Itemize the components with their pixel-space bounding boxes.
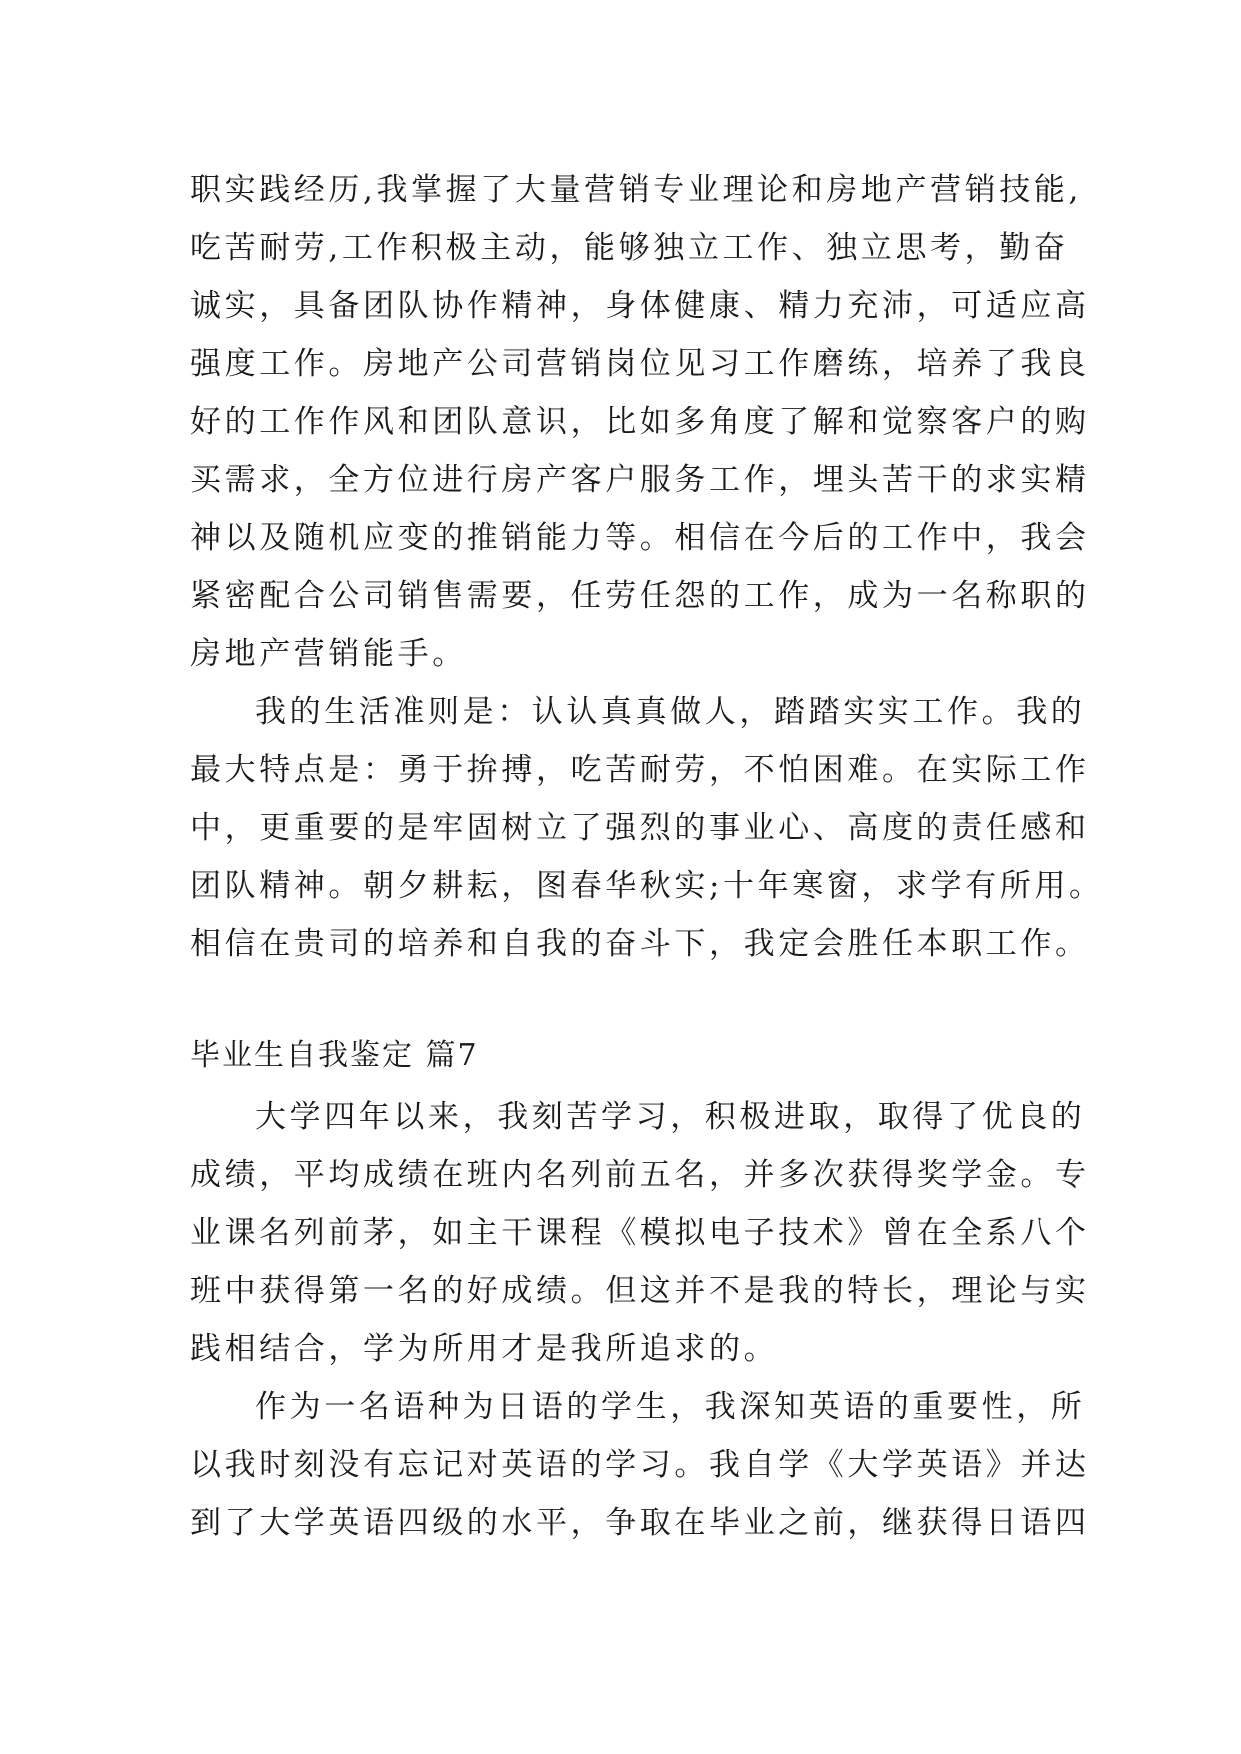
text-line: 以我时刻没有忘记对英语的学习。我自学《大学英语》并达 (190, 1447, 1090, 1483)
text-line: 好的工作作风和团队意识，比如多角度了解和觉察客户的购 (190, 404, 1090, 440)
text-line: 强度工作。房地产公司营销岗位见习工作磨练，培养了我良 (190, 346, 1090, 382)
text-line: 我的生活准则是：认认真真做人，踏踏实实工作。我的 (255, 694, 1086, 730)
text-line: 买需求，全方位进行房产客户服务工作，埋头苦干的求实精 (190, 462, 1090, 498)
text-line: 相信在贵司的培养和自我的奋斗下，我定会胜任本职工作。 (190, 926, 1090, 962)
text-line: 到了大学英语四级的水平，争取在毕业之前，继获得日语四 (190, 1505, 1090, 1541)
text-line: 房地产营销能手。 (190, 636, 467, 672)
text-line: 践相结合，学为所用才是我所追求的。 (190, 1331, 779, 1367)
text-line: 职实践经历,我掌握了大量营销专业理论和房地产营销技能, (190, 172, 1082, 208)
text-line: 大学四年以来，我刻苦学习，积极进取，取得了优良的 (255, 1099, 1086, 1135)
text-line: 神以及随机应变的推销能力等。相信在今后的工作中，我会 (190, 520, 1090, 556)
text-line: 紧密配合公司销售需要，任劳任怨的工作，成为一名称职的 (190, 578, 1090, 614)
text-line: 班中获得第一名的好成绩。但这并不是我的特长，理论与实 (190, 1273, 1090, 1309)
text-line: 诚实，具备团队协作精神，身体健康、精力充沛，可适应高 (190, 288, 1090, 324)
text-line: 作为一名语种为日语的学生，我深知英语的重要性，所 (255, 1389, 1086, 1425)
text-line: 中，更重要的是牢固树立了强烈的事业心、高度的责任感和 (190, 810, 1090, 846)
text-line: 业课名列前茅，如主干课程《模拟电子技术》曾在全系八个 (190, 1215, 1090, 1251)
text-line: 成绩，平均成绩在班内名列前五名，并多次获得奖学金。专 (190, 1157, 1090, 1193)
text-line: 团队精神。朝夕耕耘，图春华秋实;十年寒窗，求学有所用。 (190, 868, 1104, 904)
text-line: 最大特点是：勇于拚搏，吃苦耐劳，不怕困难。在实际工作 (190, 752, 1090, 788)
section-heading: 毕业生自我鉴定 篇7 (190, 1038, 479, 1073)
text-line: 吃苦耐劳,工作积极主动，能够独立工作、独立思考，勤奋 (190, 230, 1069, 266)
